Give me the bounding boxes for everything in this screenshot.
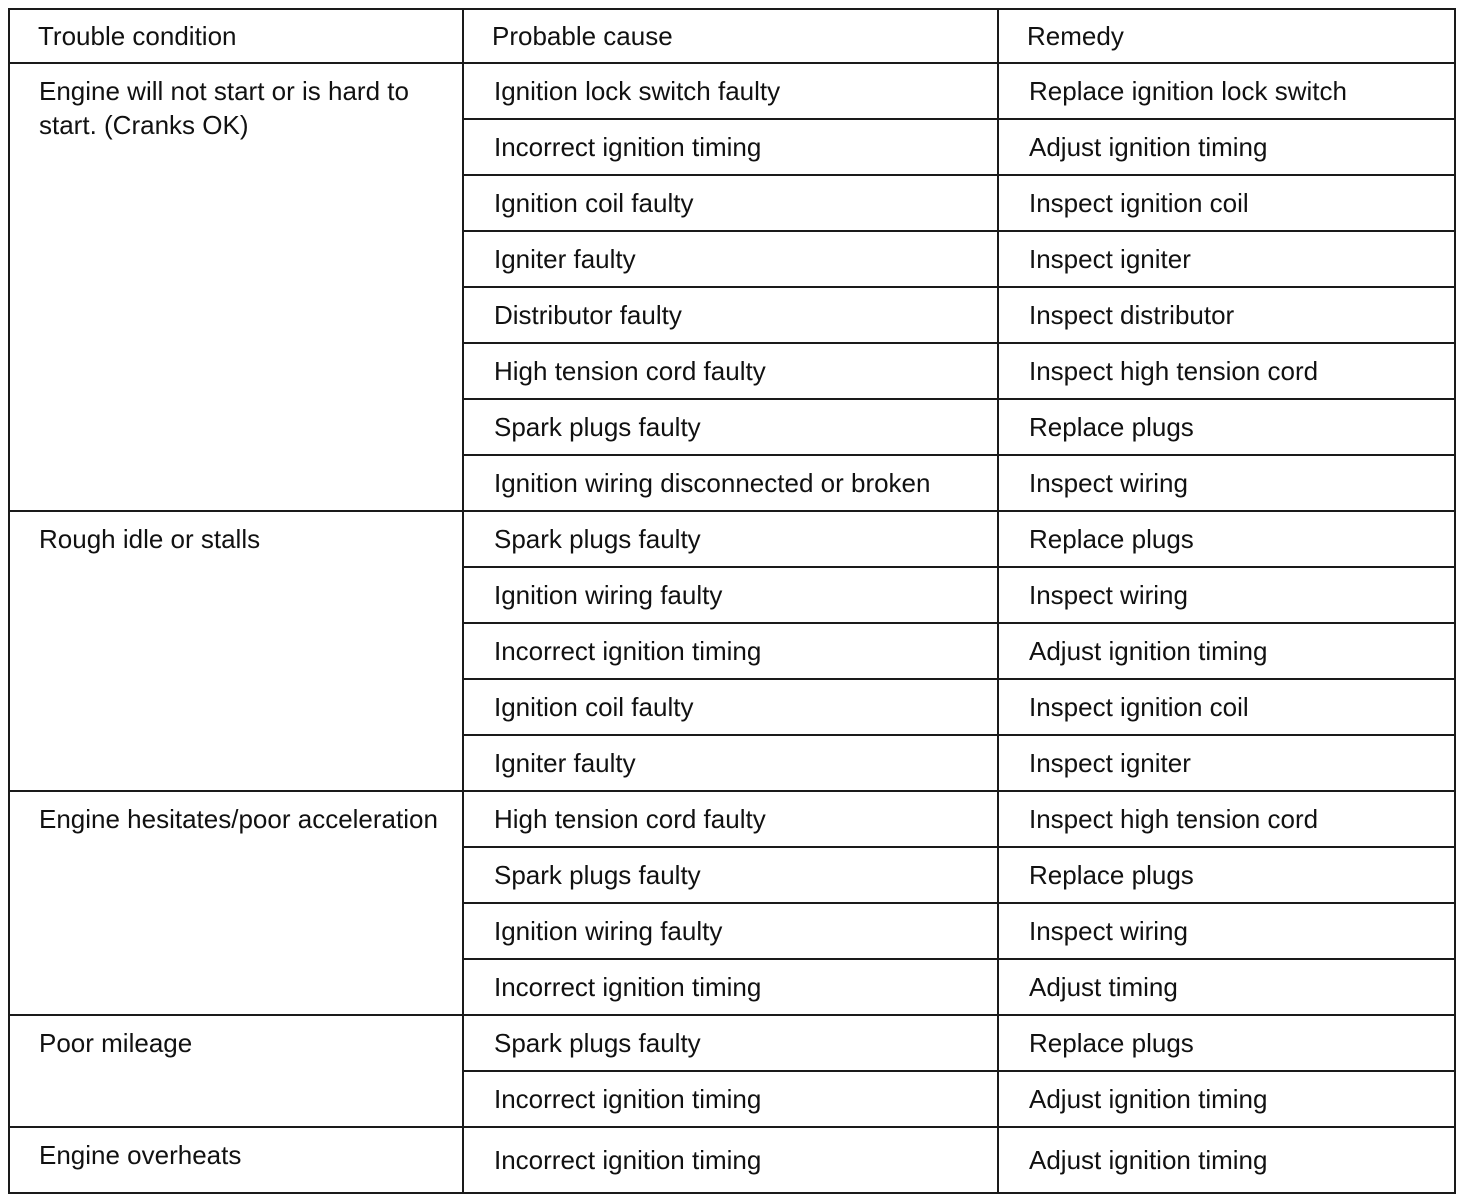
- table-row: [9, 63, 1455, 119]
- probable-cause-cell: Spark plugs faulty: [463, 847, 998, 903]
- probable-cause-cell: Spark plugs faulty: [463, 399, 998, 455]
- remedy-cell: Inspect high tension cord: [998, 791, 1455, 847]
- remedy-cell: Replace plugs: [998, 1015, 1455, 1071]
- trouble-condition-cell: Engine will not start or is hard to start. (Cranks OK): [9, 63, 463, 511]
- probable-cause-cell: Igniter faulty: [463, 231, 998, 287]
- probable-cause-cell: High tension cord faulty: [463, 343, 998, 399]
- remedy-cell: Inspect distributor: [998, 287, 1455, 343]
- probable-cause-cell: Distributor faulty: [463, 287, 998, 343]
- remedy-cell: Adjust timing: [998, 959, 1455, 1015]
- table-row: [9, 511, 1455, 567]
- remedy-cell: Inspect ignition coil: [998, 679, 1455, 735]
- trouble-condition-cell: Rough idle or stalls: [9, 511, 463, 791]
- table-row: [9, 1127, 1455, 1193]
- remedy-cell: Inspect wiring: [998, 903, 1455, 959]
- probable-cause-cell: Incorrect ignition timing: [463, 959, 998, 1015]
- remedy-cell: Inspect igniter: [998, 735, 1455, 791]
- remedy-cell: Adjust ignition timing: [998, 1127, 1455, 1193]
- remedy-cell: Replace ignition lock switch: [998, 63, 1455, 119]
- remedy-cell: Inspect ignition coil: [998, 175, 1455, 231]
- table-row: [9, 1015, 1455, 1071]
- header-probable-cause: Probable cause: [463, 9, 998, 63]
- probable-cause-cell: Ignition lock switch faulty: [463, 63, 998, 119]
- probable-cause-cell: Ignition coil faulty: [463, 175, 998, 231]
- trouble-condition-cell: Poor mileage: [9, 1015, 463, 1127]
- remedy-cell: Inspect wiring: [998, 567, 1455, 623]
- remedy-cell: Adjust ignition timing: [998, 623, 1455, 679]
- remedy-cell: Replace plugs: [998, 399, 1455, 455]
- probable-cause-cell: Ignition wiring faulty: [463, 567, 998, 623]
- remedy-cell: Inspect high tension cord: [998, 343, 1455, 399]
- probable-cause-cell: Incorrect ignition timing: [463, 119, 998, 175]
- probable-cause-cell: Igniter faulty: [463, 735, 998, 791]
- remedy-cell: Adjust ignition timing: [998, 119, 1455, 175]
- header-row: [9, 9, 1455, 63]
- remedy-cell: Adjust ignition timing: [998, 1071, 1455, 1127]
- probable-cause-cell: Ignition wiring disconnected or broken: [463, 455, 998, 511]
- probable-cause-cell: Spark plugs faulty: [463, 1015, 998, 1071]
- remedy-cell: Replace plugs: [998, 511, 1455, 567]
- table-body: [9, 63, 1455, 1193]
- remedy-cell: Inspect igniter: [998, 231, 1455, 287]
- troubleshooting-table: [8, 8, 1456, 1194]
- probable-cause-cell: Spark plugs faulty: [463, 511, 998, 567]
- table-row: [9, 791, 1455, 847]
- trouble-condition-cell: Engine overheats: [9, 1127, 463, 1193]
- probable-cause-cell: Incorrect ignition timing: [463, 623, 998, 679]
- remedy-cell: Replace plugs: [998, 847, 1455, 903]
- trouble-condition-cell: Engine hesitates/poor acceleration: [9, 791, 463, 1015]
- probable-cause-cell: Ignition wiring faulty: [463, 903, 998, 959]
- remedy-cell: Inspect wiring: [998, 455, 1455, 511]
- probable-cause-cell: Ignition coil faulty: [463, 679, 998, 735]
- probable-cause-cell: High tension cord faulty: [463, 791, 998, 847]
- probable-cause-cell: Incorrect ignition timing: [463, 1127, 998, 1193]
- header-trouble-condition: Trouble condition: [9, 9, 463, 63]
- probable-cause-cell: Incorrect ignition timing: [463, 1071, 998, 1127]
- header-remedy: Remedy: [998, 9, 1455, 63]
